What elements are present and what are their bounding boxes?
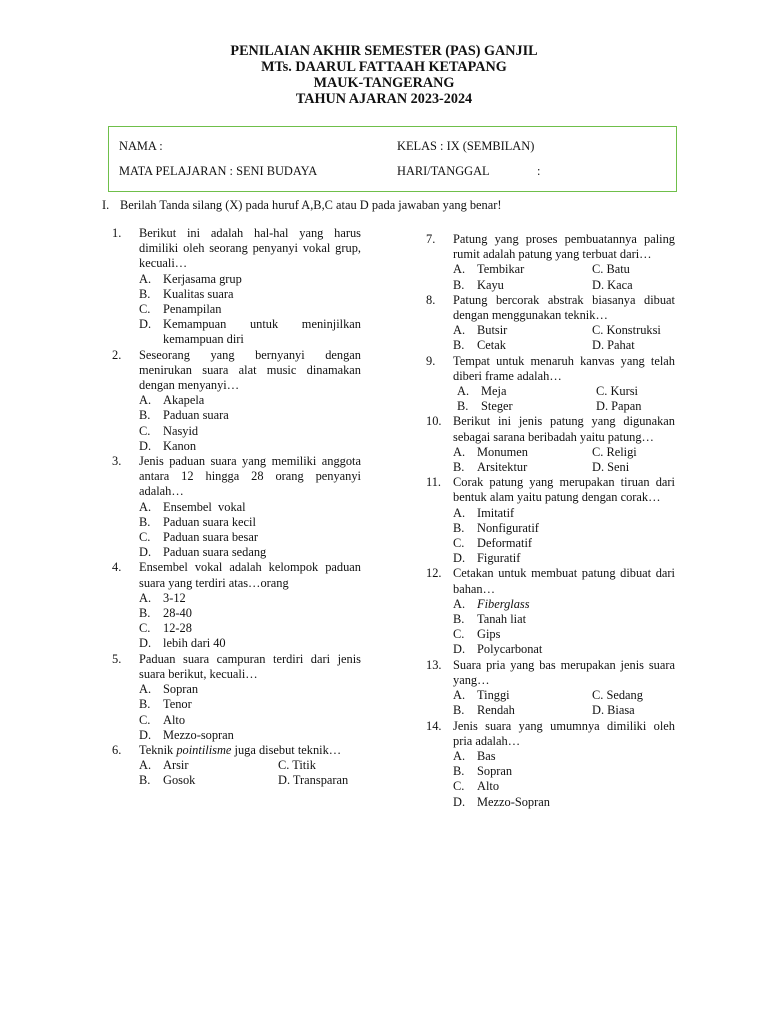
option-text: Butsir [477, 323, 508, 338]
option-letter: D. [139, 727, 152, 742]
question-5 [112, 652, 361, 743]
section-number: I. [102, 198, 110, 212]
question-number: 2. [112, 347, 122, 362]
question-13 [426, 658, 675, 719]
option-letter: D. [453, 642, 466, 657]
option-letter: D. [139, 438, 152, 453]
option-text: Steger [481, 399, 513, 414]
option-letter: A. [453, 323, 466, 338]
option-c[interactable] [139, 713, 361, 728]
option-c[interactable]: C. Batu [592, 262, 630, 277]
question-number: 1. [112, 226, 122, 240]
option-letter: A. [139, 682, 152, 697]
option-letter: A. [453, 262, 466, 277]
option-b[interactable] [453, 612, 675, 627]
option-letter: C. [453, 627, 465, 642]
exam-header [0, 43, 768, 107]
option-a[interactable] [453, 597, 675, 612]
option-text: lebih dari 40 [163, 636, 226, 651]
option-a[interactable] [453, 384, 596, 399]
question-4 [112, 560, 361, 651]
option-d[interactable] [453, 551, 675, 566]
question-number: 13. [426, 657, 442, 672]
question-number: 10. [426, 414, 442, 429]
class-field: KELAS : IX (SEMBILAN) [397, 139, 535, 153]
option-letter: B. [139, 514, 151, 529]
question-number: 5. [112, 651, 122, 666]
option-text: Kemampuan untuk meninjilkan [163, 317, 361, 332]
option-b[interactable] [139, 606, 361, 621]
option-letter: B. [453, 703, 465, 718]
option-text: Tembikar [477, 262, 525, 277]
question-number: 3. [112, 454, 122, 469]
option-letter: B. [453, 460, 465, 475]
option-a[interactable] [453, 749, 675, 764]
option-b[interactable] [139, 287, 361, 302]
option-text-cont: kemampuan diri [163, 332, 244, 347]
option-text: Bas [477, 748, 496, 763]
question-8 [426, 293, 675, 354]
option-letter: B. [139, 606, 151, 621]
question-6 [112, 743, 361, 789]
question-text: Paduan suara campuran terdiri dari jenis suara berikut, kecuali… [139, 651, 361, 681]
option-a[interactable] [139, 500, 361, 515]
option-d[interactable]: D. Papan [596, 399, 642, 414]
option-text: Akapela [163, 393, 205, 408]
option-letter: A. [139, 393, 152, 408]
option-a[interactable] [453, 506, 675, 521]
option-text: Mezzo-sopran [163, 727, 234, 742]
option-text: Fiberglass [477, 596, 530, 611]
option-text: Tinggi [477, 688, 510, 703]
option-letter: B. [453, 277, 465, 292]
question-text: Patung bercorak abstrak biasanya dibuat dengan menggunakan teknik… [453, 292, 675, 323]
option-d[interactable] [453, 795, 675, 810]
question-text: Patung yang proses pembuatannya paling rumit adalah patung yang terbuat dari… [453, 232, 675, 262]
question-number: 4. [112, 560, 122, 575]
option-letter: B. [139, 408, 151, 423]
question-number: 9. [426, 353, 436, 368]
option-letter: B. [457, 399, 469, 414]
question-1 [112, 226, 361, 348]
option-letter: A. [457, 384, 470, 399]
option-b[interactable] [139, 697, 361, 712]
option-c[interactable] [453, 627, 675, 642]
option-text: Penampilan [163, 302, 222, 317]
option-letter: A. [453, 748, 466, 763]
option-text: Rendah [477, 703, 515, 718]
option-text: Kualitas suara [163, 286, 234, 301]
option-letter: B. [453, 338, 465, 353]
instruction-text: Berilah Tanda silang (X) pada huruf A,B,C atau D pada jawaban yang benar! [120, 198, 502, 212]
academic-year: TAHUN AJARAN 2023-2024 [295, 91, 473, 107]
option-c[interactable]: C. Sedang [592, 688, 643, 703]
question-9 [426, 354, 675, 415]
option-letter: B. [453, 612, 465, 627]
option-text: Ensembel vokal [163, 499, 246, 514]
option-text: Sopran [477, 764, 513, 779]
question-text: Berikut ini adalah hal-hal yang harus dimiliki oleh seorang penyanyi vokal grup, kecuali… [139, 226, 361, 271]
option-a[interactable] [139, 272, 361, 287]
option-text: Monumen [477, 444, 528, 459]
option-c[interactable] [139, 621, 361, 636]
school-name: MTs. DAARUL FATTAAH KETAPANG [261, 59, 507, 75]
option-b[interactable] [453, 278, 592, 293]
question-text: Seseorang yang bernyanyi dengan menirukan suara alat music dinamakan dengan menyanyi… [139, 347, 361, 393]
option-letter: A. [139, 590, 152, 605]
option-text: Figuratif [477, 551, 521, 566]
option-c[interactable] [139, 530, 361, 545]
option-letter: C. [139, 621, 151, 636]
option-letter: A. [453, 596, 466, 611]
question-text: Jenis paduan suara yang memiliki anggota antara 12 hingga 28 orang penyanyi adalah… [139, 454, 361, 499]
option-text: Paduan suara [163, 408, 229, 423]
option-text: Paduan suara besar [163, 530, 258, 545]
option-c[interactable] [453, 536, 675, 551]
option-d[interactable]: D. Biasa [592, 703, 635, 718]
question-number: 11. [426, 475, 442, 490]
option-letter: B. [453, 764, 465, 779]
option-d[interactable] [453, 642, 675, 657]
option-b[interactable] [139, 773, 278, 788]
option-letter: A. [453, 505, 466, 520]
question-11 [426, 475, 675, 566]
question-number: 7. [426, 232, 436, 246]
option-text: Paduan suara sedang [163, 545, 267, 560]
option-letter: C. [139, 712, 151, 727]
option-letter: A. [453, 688, 466, 703]
question-text-pre: Teknik [139, 742, 177, 757]
option-text: Mezzo-Sopran [477, 794, 550, 809]
option-letter: C. [139, 302, 151, 317]
option-text: Meja [481, 384, 507, 399]
option-text: Sopran [163, 682, 199, 697]
option-b[interactable] [453, 764, 675, 779]
question-text: Berikut ini jenis patung yang digunakan sebagai sarana beribadah yaitu patung… [453, 414, 675, 444]
option-c[interactable] [139, 424, 361, 439]
question-number: 6. [112, 742, 122, 757]
option-c[interactable]: C. Titik [278, 758, 316, 773]
question-column-right [426, 232, 675, 810]
option-c[interactable] [453, 779, 675, 794]
option-text: Nasyid [163, 423, 199, 438]
option-text: Deformatif [477, 536, 533, 551]
option-text: Nonfiguratif [477, 520, 539, 535]
option-d[interactable]: D. Transparan [278, 773, 349, 788]
option-letter: B. [139, 697, 151, 712]
option-a[interactable] [139, 393, 361, 408]
option-letter: C. [139, 530, 151, 545]
option-text: Tenor [163, 697, 192, 712]
option-text: Alto [477, 779, 500, 794]
option-letter: C. [453, 536, 465, 551]
option-b[interactable] [453, 703, 592, 718]
option-d[interactable] [139, 317, 361, 347]
option-letter: B. [139, 773, 151, 788]
question-number: 14. [426, 718, 442, 733]
option-b[interactable] [453, 399, 596, 414]
option-letter: A. [139, 271, 152, 286]
option-a[interactable] [453, 688, 592, 703]
subject-field: MATA PELAJARAN : SENI BUDAYA [119, 164, 318, 178]
question-12 [426, 566, 675, 657]
option-b[interactable] [453, 338, 592, 353]
option-text: Arsir [163, 758, 189, 773]
option-c[interactable] [139, 302, 361, 317]
option-letter: D. [453, 551, 466, 566]
option-letter: D. [139, 545, 152, 560]
option-a[interactable] [139, 682, 361, 697]
option-text: 3-12 [163, 590, 186, 605]
option-text: Gosok [163, 773, 196, 788]
question-text: Corak patung yang merupakan tiruan dari bentuk alam yaitu patung dengan corak… [453, 475, 675, 505]
option-b[interactable] [453, 521, 675, 536]
option-letter: A. [139, 499, 152, 514]
name-field: NAMA : [119, 139, 163, 153]
option-a[interactable] [453, 262, 592, 277]
option-c[interactable]: C. Religi [592, 444, 637, 459]
option-text: Tanah liat [477, 612, 527, 627]
question-2 [112, 348, 361, 454]
option-text: Kerjasama grup [163, 271, 242, 286]
option-text: Alto [163, 712, 186, 727]
option-letter: C. [453, 779, 465, 794]
option-letter: B. [139, 286, 151, 301]
option-letter: D. [453, 794, 466, 809]
option-text: 28-40 [163, 606, 192, 621]
question-text-italic: pointilisme [176, 742, 232, 757]
option-letter: B. [453, 520, 465, 535]
option-text: 12-28 [163, 621, 192, 636]
option-a[interactable] [453, 323, 592, 338]
question-text-post: juga disebut teknik… [231, 742, 342, 757]
question-number: 12. [426, 566, 442, 581]
option-letter: A. [139, 758, 152, 773]
option-letter: A. [453, 444, 466, 459]
option-text: Gips [477, 627, 501, 642]
question-text: Suara pria yang bas merupakan jenis suara yang… [453, 657, 675, 687]
option-d[interactable] [139, 636, 361, 651]
option-b[interactable] [453, 460, 592, 475]
question-number: 8. [426, 292, 436, 307]
question-text: Ensembel vokal adalah kelompok paduan suara yang terdiri atas…orang [139, 560, 361, 590]
student-identity-box [108, 126, 677, 192]
option-text: Polycarbonat [477, 642, 543, 657]
question-column-left [112, 226, 361, 789]
option-c[interactable]: C. Konstruksi [592, 323, 661, 338]
option-letter: D. [139, 636, 152, 651]
option-text: Cetak [477, 338, 506, 353]
question-10 [426, 414, 675, 475]
option-a[interactable] [139, 758, 278, 773]
option-d[interactable] [139, 545, 361, 560]
school-location: MAUK-TANGERANG [313, 75, 455, 91]
option-a[interactable] [139, 591, 361, 606]
option-a[interactable] [453, 445, 592, 460]
question-text: Tempat untuk menaruh kanvas yang telah diberi frame adalah… [453, 353, 675, 383]
exam-title: PENILAIAN AKHIR SEMESTER (PAS) GANJIL [230, 43, 538, 59]
option-b[interactable] [139, 408, 361, 423]
option-letter: C. [139, 423, 151, 438]
date-field-colon: : [537, 164, 541, 178]
option-text: Kanon [163, 438, 197, 453]
question-text [139, 743, 361, 758]
option-letter: D. [139, 317, 152, 332]
option-text: Imitatif [477, 505, 515, 520]
date-field-label: HARI/TANGGAL [397, 164, 490, 178]
question-text: Cetakan untuk membuat patung dibuat dari bahan… [453, 566, 675, 596]
option-d[interactable]: D. Seni [592, 460, 630, 475]
option-b[interactable] [139, 515, 361, 530]
option-text: Paduan suara kecil [163, 514, 256, 529]
option-d[interactable] [139, 439, 361, 454]
option-c[interactable]: C. Kursi [596, 384, 638, 399]
question-text: Jenis suara yang umumnya dimiliki oleh pria adalah… [453, 718, 675, 748]
question-3 [112, 454, 361, 560]
option-d[interactable] [139, 728, 361, 743]
question-7 [426, 232, 675, 293]
option-d[interactable]: D. Pahat [592, 338, 635, 353]
question-14 [426, 719, 675, 810]
option-text: Kayu [477, 277, 504, 292]
instruction [102, 198, 502, 213]
option-text: Arsitektur [477, 460, 528, 475]
option-d[interactable]: D. Kaca [592, 277, 633, 292]
